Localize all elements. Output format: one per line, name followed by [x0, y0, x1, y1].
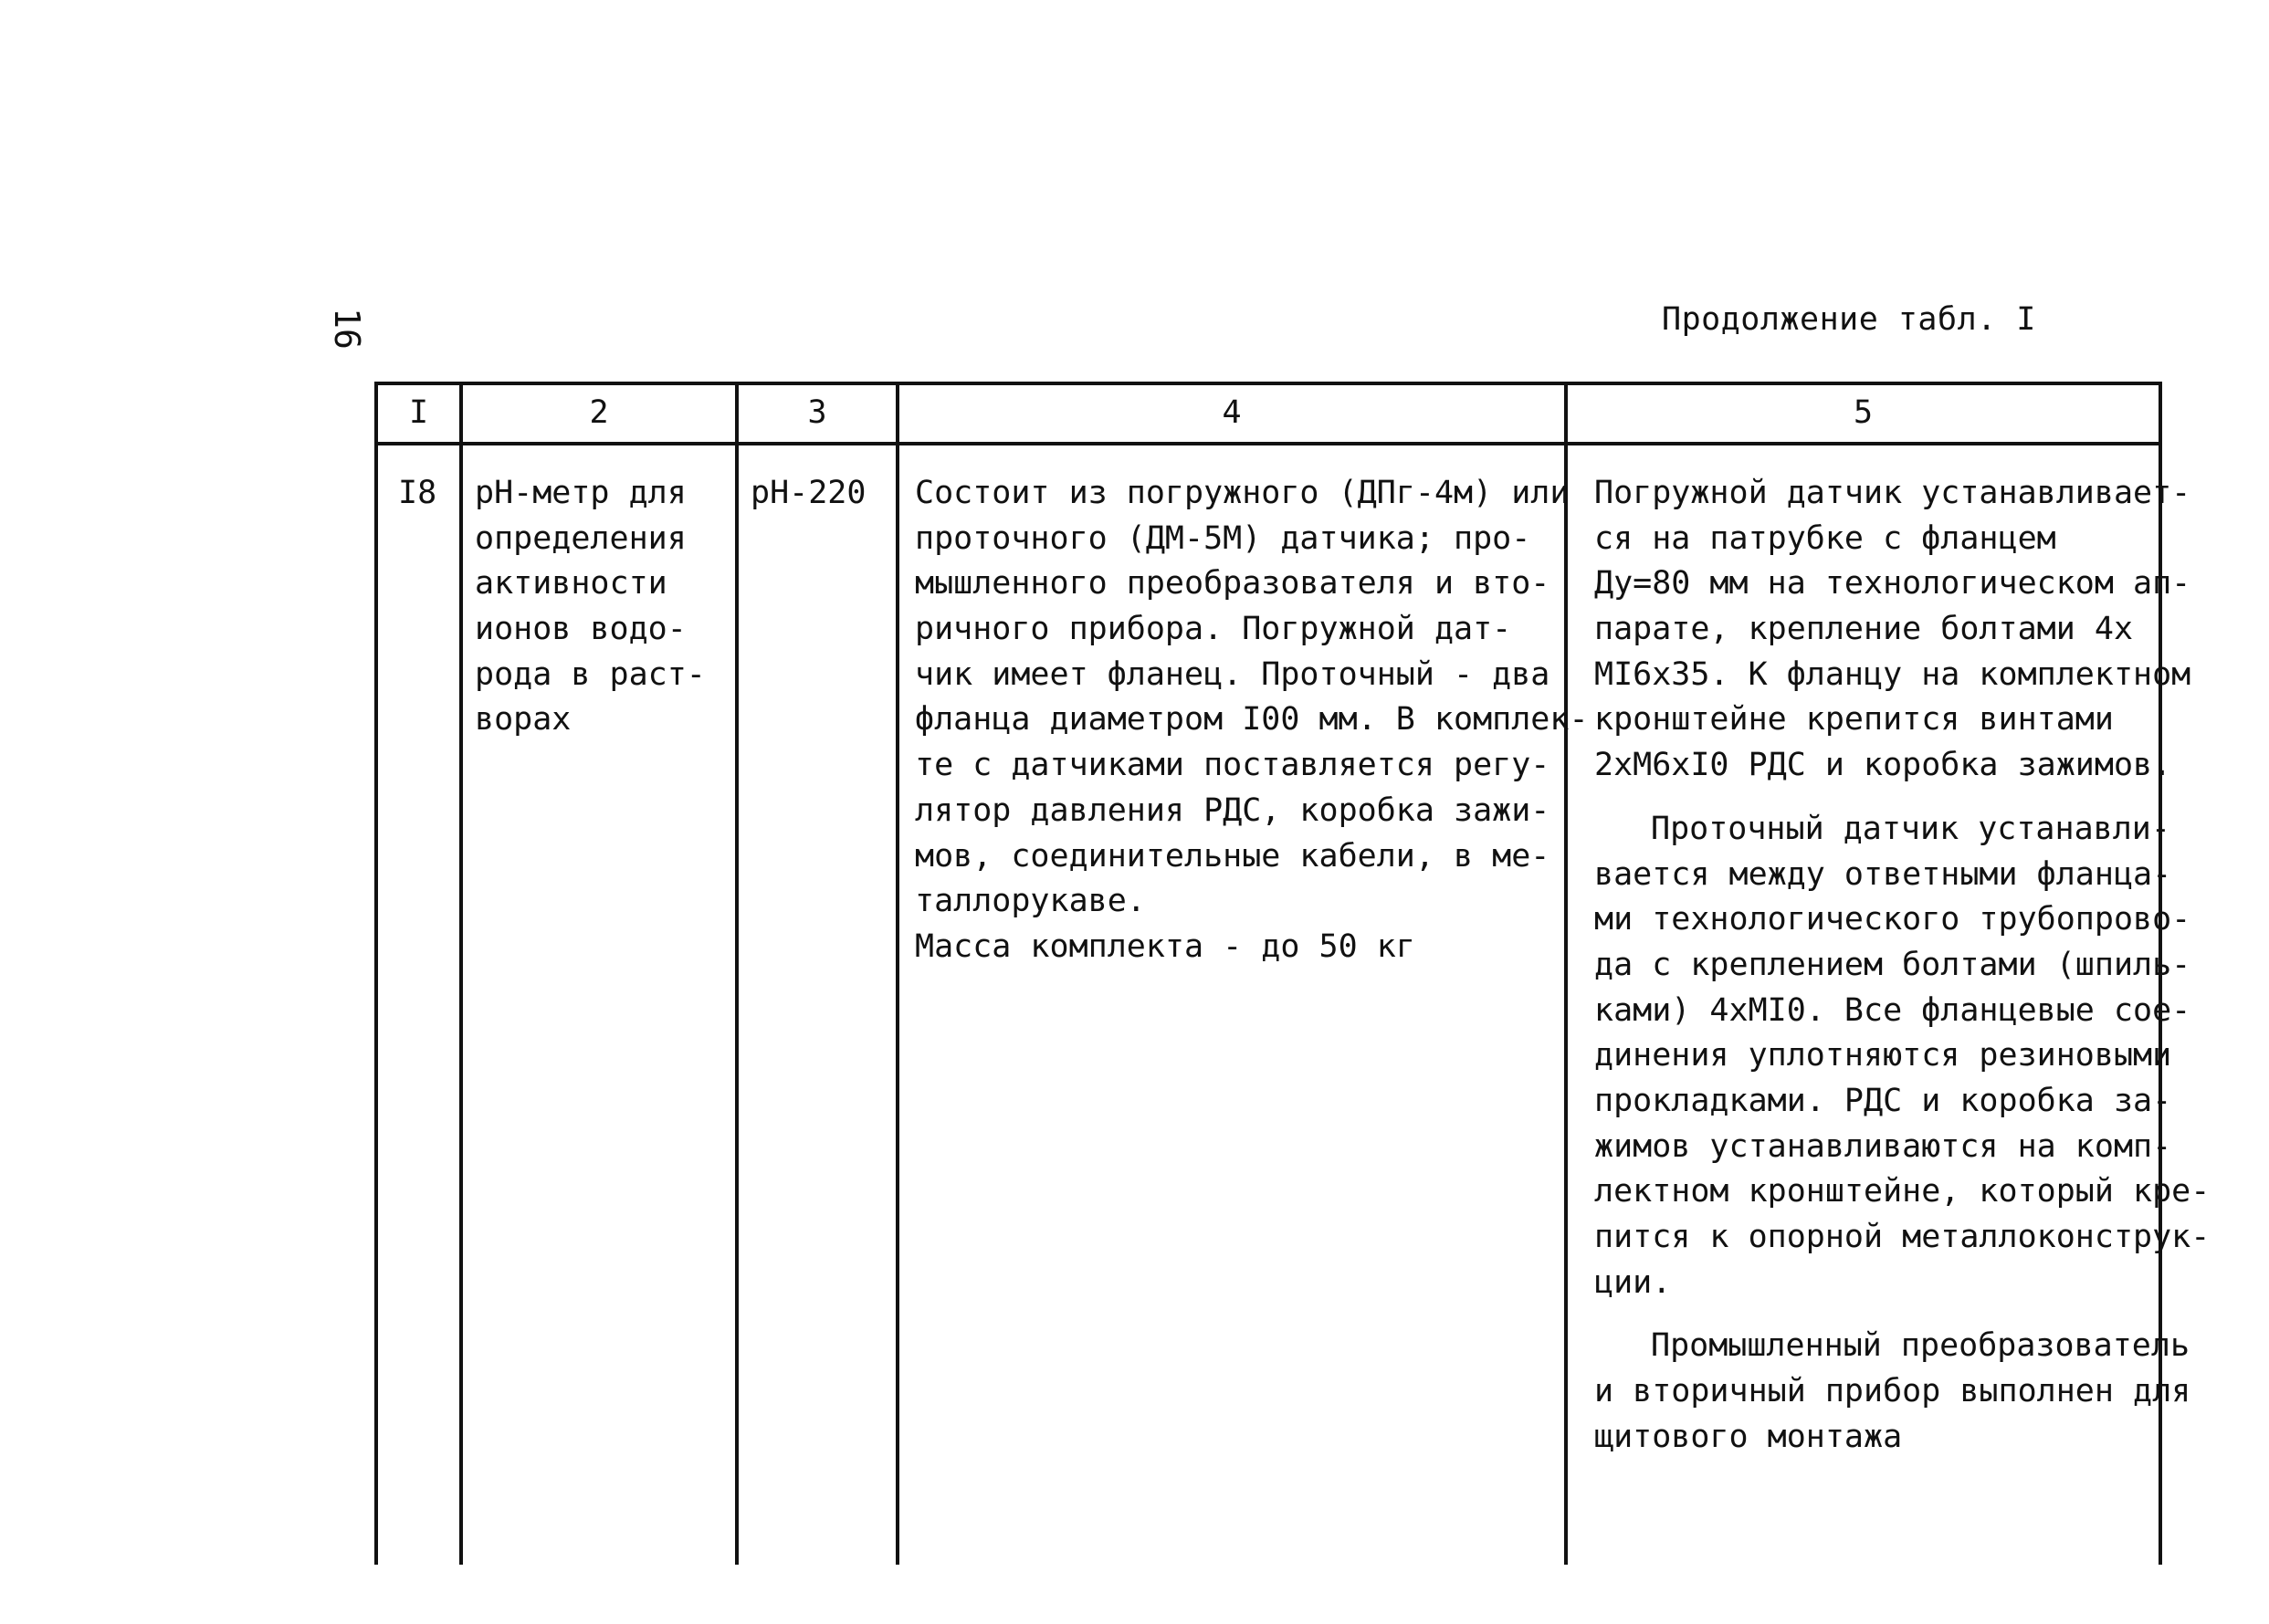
column-divider — [374, 382, 378, 1565]
device-name-line: ионов водо- — [475, 611, 687, 648]
installation-line: 2хМ6хI0 РДС и коробка зажимов. — [1594, 747, 2172, 784]
page-number: 16 — [327, 308, 367, 350]
installation-line: пится к опорной металлоконструк- — [1594, 1219, 2211, 1255]
installation-line: Погружной датчик устанавливает- — [1594, 475, 2191, 511]
device-type-cell — [751, 471, 866, 517]
column-divider — [735, 382, 739, 1565]
description-line: лятор давления РДС, коробка зажи- — [915, 791, 1550, 829]
paragraph-gap — [1594, 1305, 2210, 1324]
description-line: таллорукаве. — [915, 883, 1146, 920]
installation-line: прокладками. РДС и коробка за- — [1594, 1082, 2172, 1119]
description-line: чик имеет фланец. Проточный - два — [915, 655, 1550, 693]
description-line: мов, соединительные кабели, в ме- — [915, 837, 1550, 875]
installation-line: ции. — [1594, 1263, 1672, 1301]
installation-line: Ду=80 мм на технологическом ап- — [1594, 565, 2191, 602]
installation-line: Промышленный преобразователь — [1651, 1327, 2190, 1365]
installation-cell — [1594, 471, 2210, 1460]
device-name-line: ворах — [475, 701, 572, 739]
description-line: те с датчиками поставляется регу- — [915, 747, 1550, 784]
installation-line: жимов устанавливаются на комп- — [1594, 1127, 2172, 1165]
row-number-cell — [398, 471, 436, 517]
specification-table — [374, 382, 2211, 1568]
header-col-4: 4 — [1222, 394, 1242, 431]
table-continuation-caption: Продолжение табл. I — [1662, 301, 2036, 338]
description-line: Масса комплекта - до 50 кг — [915, 927, 1415, 965]
paragraph-gap — [1594, 789, 2210, 807]
installation-line: ками) 4хМI0. Все фланцевые сое- — [1594, 991, 2191, 1029]
device-name-cell — [475, 471, 706, 743]
installation-line: вается между ответными фланца- — [1594, 855, 2172, 893]
description-line: мышленного преобразователя и вто- — [915, 565, 1550, 602]
description-line: проточного (ДМ-5М) датчика; про- — [915, 519, 1531, 557]
device-name-line: рода в раст- — [475, 655, 706, 693]
description-cell — [915, 471, 1589, 970]
installation-line: ми технологического трубопрово- — [1594, 901, 2191, 938]
column-divider — [459, 382, 463, 1565]
installation-line: MI6x35. К фланцу на комплектном — [1594, 655, 2191, 693]
installation-line: кронштейне крепится винтами — [1594, 701, 2114, 739]
description-line: фланца диаметром I00 мм. В комплек- — [915, 701, 1589, 739]
header-col-2: 2 — [589, 394, 609, 431]
installation-line: ся на патрубке с фланцем — [1594, 519, 2056, 557]
installation-line: и вторичный прибор выполнен для — [1594, 1373, 2191, 1410]
installation-line: щитового монтажа — [1594, 1418, 1903, 1455]
device-name-line: pH-метр для — [475, 475, 687, 511]
device-name-line: активности — [475, 565, 667, 602]
device-type: pH-220 — [751, 475, 867, 511]
installation-line: динения уплотняются резиновыми — [1594, 1037, 2172, 1074]
description-line: ричного прибора. Погружной дат- — [915, 611, 1512, 648]
installation-line: парате, крепление болтами 4х — [1594, 611, 2134, 648]
installation-line: Проточный датчик устанавли- — [1651, 810, 2170, 847]
installation-line: да с креплением болтами (шпиль- — [1594, 946, 2191, 983]
column-divider — [896, 382, 899, 1565]
device-name-line: определения — [475, 519, 687, 557]
row-number: I8 — [398, 475, 437, 511]
installation-line: лектном кронштейне, который кре- — [1594, 1173, 2211, 1210]
header-col-3: 3 — [807, 394, 827, 431]
header-col-1: I — [408, 394, 429, 431]
description-line: Состоит из погружного (ДПг-4м) или — [915, 475, 1570, 511]
header-col-5: 5 — [1853, 394, 1874, 431]
